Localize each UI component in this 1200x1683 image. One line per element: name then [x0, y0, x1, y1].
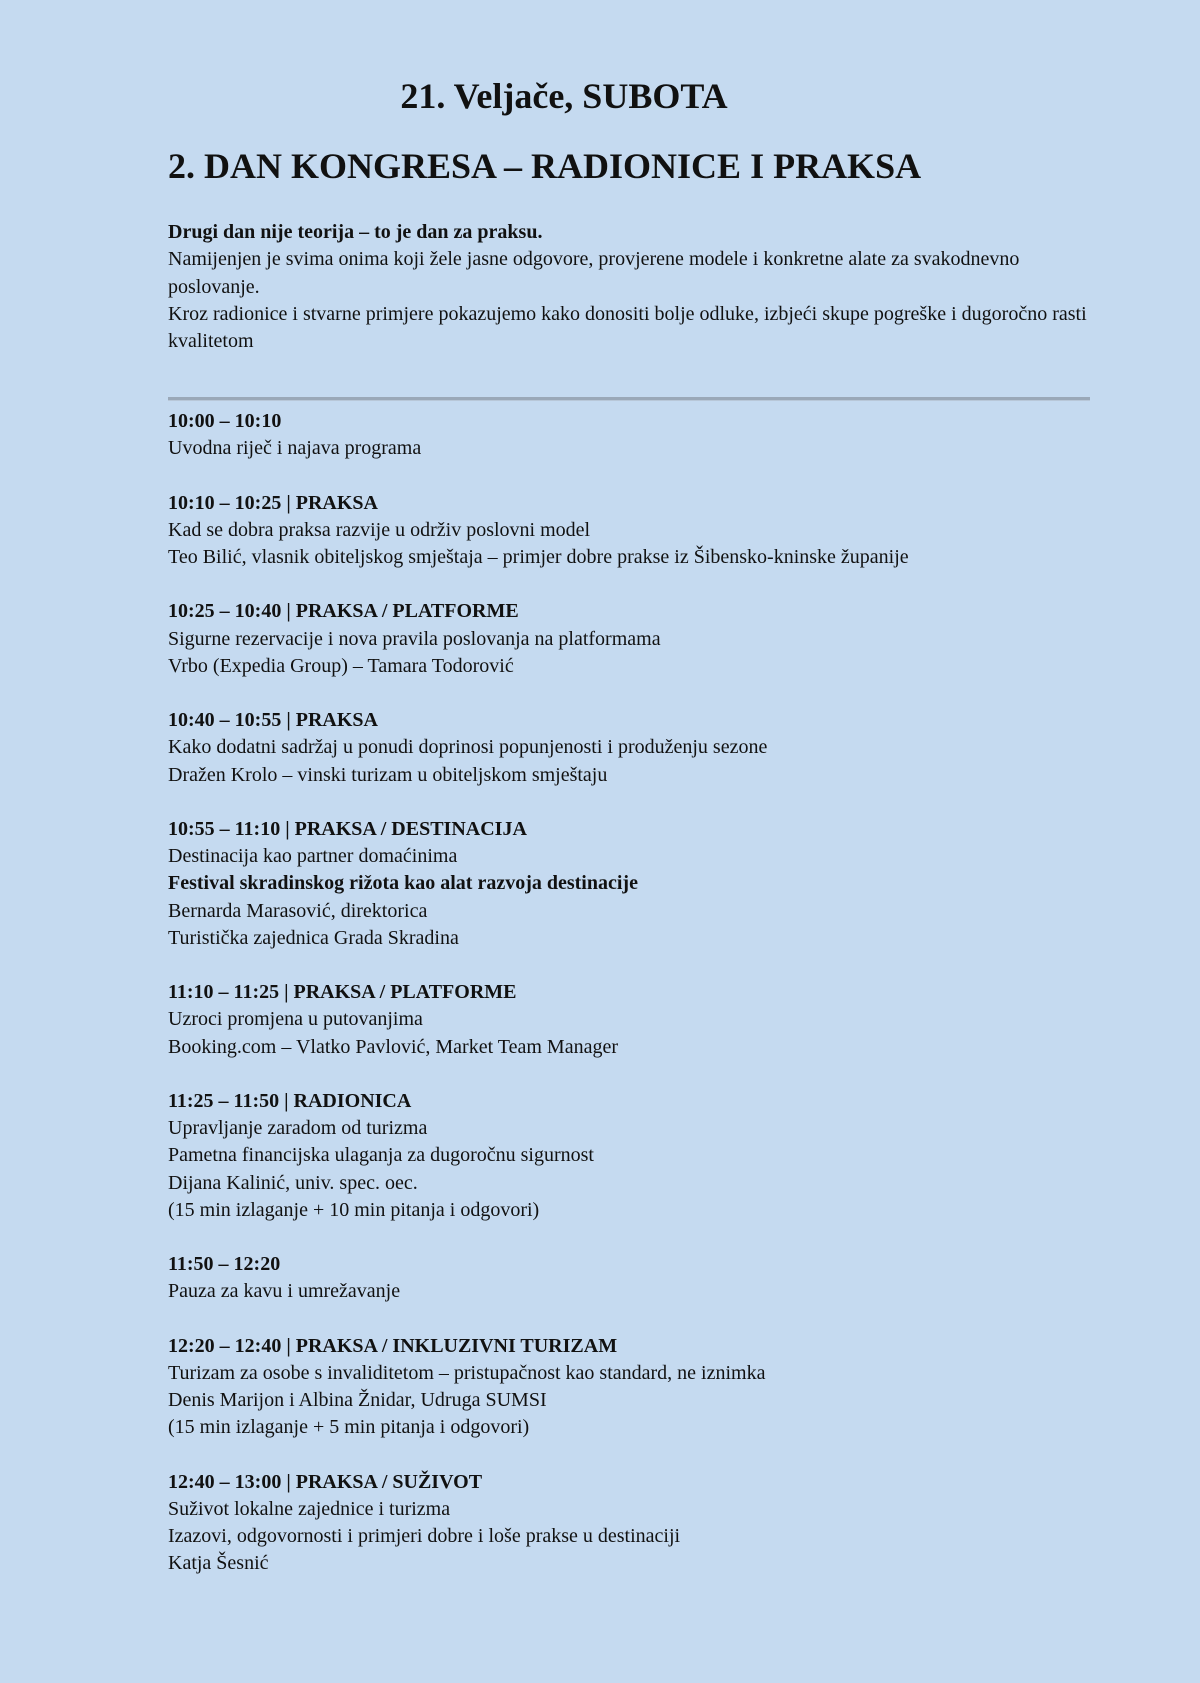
- session-line: Uvodna riječ i najava programa: [168, 437, 422, 460]
- session-heading: 10:00 – 10:10: [168, 410, 282, 432]
- session-heading: 10:25 – 10:40 | PRAKSA / PLATFORME: [168, 600, 519, 623]
- session-heading: 11:50 – 12:20: [168, 1253, 281, 1276]
- session-title: Kad se dobra praksa razvije u održiv poslovni model: [168, 518, 591, 541]
- session-speaker: Booking.com – Vlatko Pavlović, Market Team Manager: [168, 1035, 618, 1058]
- session-speaker: Denis Marijon i Albina Žnidar, Udruga SUMSI: [168, 1389, 547, 1412]
- schedule-session: [168, 1251, 1090, 1305]
- schedule-session: [168, 490, 1090, 572]
- intro-paragraph: Kroz radionice i stvarne primjere pokazujemo kako donositi bolje odluke, izbjeći skupe pogreške i dugoročno rasti kvalitetom: [168, 302, 1087, 353]
- session-heading: 11:10 – 11:25 | PRAKSA / PLATFORME: [168, 981, 517, 1004]
- schedule-session: [168, 598, 1090, 680]
- schedule-session: [168, 408, 1090, 462]
- session-heading: 12:20 – 12:40 | PRAKSA / INKLUZIVNI TURIZAM: [168, 1334, 618, 1357]
- session-subtitle: Festival skradinskog rižota kao alat razvoja destinacije: [168, 872, 638, 895]
- session-title: Sigurne rezervacije i nova pravila poslovanja na platformama: [168, 627, 661, 650]
- schedule-session: [168, 1469, 1090, 1578]
- session-organization: Turistička zajednica Grada Skradina: [168, 926, 459, 949]
- session-speaker: Katja Šesnić: [168, 1552, 269, 1575]
- intro-lead: Drugi dan nije teorija – to je dan za praksu.: [168, 221, 543, 243]
- session-heading: 11:25 – 11:50 | RADIONICA: [168, 1089, 412, 1112]
- date-title: 21. Veljače, SUBOTA: [400, 76, 728, 116]
- schedule-session: [168, 816, 1090, 952]
- session-heading: 12:40 – 13:00 | PRAKSA / SUŽIVOT: [168, 1470, 483, 1493]
- session-heading: 10:55 – 11:10 | PRAKSA / DESTINACIJA: [168, 817, 527, 840]
- session-heading: 10:40 – 10:55 | PRAKSA: [168, 709, 378, 732]
- session-title: Upravljanje zaradom od turizma: [168, 1117, 428, 1140]
- session-title: Pauza za kavu i umrežavanje: [168, 1280, 401, 1303]
- session-speaker: Vrbo (Expedia Group) – Tamara Todorović: [168, 654, 514, 677]
- day-title: 2. DAN KONGRESA – RADIONICE I PRAKSA: [168, 146, 922, 186]
- session-format-note: (15 min izlaganje + 10 min pitanja i odgovori): [168, 1198, 540, 1221]
- session-subtitle: Izazovi, odgovornosti i primjeri dobre i loše prakse u destinaciji: [168, 1525, 681, 1548]
- session-title: Uzroci promjena u putovanjima: [168, 1008, 423, 1031]
- session-format-note: (15 min izlaganje + 5 min pitanja i odgovori): [168, 1416, 530, 1439]
- intro-section: [168, 219, 1090, 355]
- session-speaker: Teo Bilić, vlasnik obiteljskog smještaja – primjer dobre prakse iz Šibensko-kninske županije: [168, 546, 909, 568]
- schedule-session: [168, 707, 1090, 789]
- schedule-session: [168, 1333, 1090, 1442]
- schedule-session: [168, 979, 1090, 1061]
- session-title: Turizam za osobe s invaliditetom – pristupačnost kao standard, ne iznimka: [168, 1361, 766, 1384]
- schedule-list: [168, 408, 1090, 1605]
- session-title: Suživot lokalne zajednice i turizma: [168, 1497, 451, 1520]
- horizontal-divider: [168, 397, 1090, 401]
- session-speaker: Bernarda Marasović, direktorica: [168, 899, 428, 922]
- session-heading: 10:10 – 10:25 | PRAKSA: [168, 491, 378, 514]
- session-title: Kako dodatni sadržaj u ponudi doprinosi popunjenosti i produženju sezone: [168, 736, 768, 759]
- schedule-session: [168, 1088, 1090, 1224]
- intro-paragraph: Namijenjen je svima onima koji žele jasne odgovore, provjerene modele i konkretne alate za svakodnevno poslovanje.: [168, 248, 1020, 298]
- session-speaker: Dražen Krolo – vinski turizam u obiteljskom smještaju: [168, 763, 608, 786]
- session-speaker: Dijana Kalinić, univ. spec. oec.: [168, 1171, 418, 1194]
- session-title: Destinacija kao partner domaćinima: [168, 845, 458, 868]
- session-subtitle: Pametna financijska ulaganja za dugoročnu sigurnost: [168, 1144, 594, 1167]
